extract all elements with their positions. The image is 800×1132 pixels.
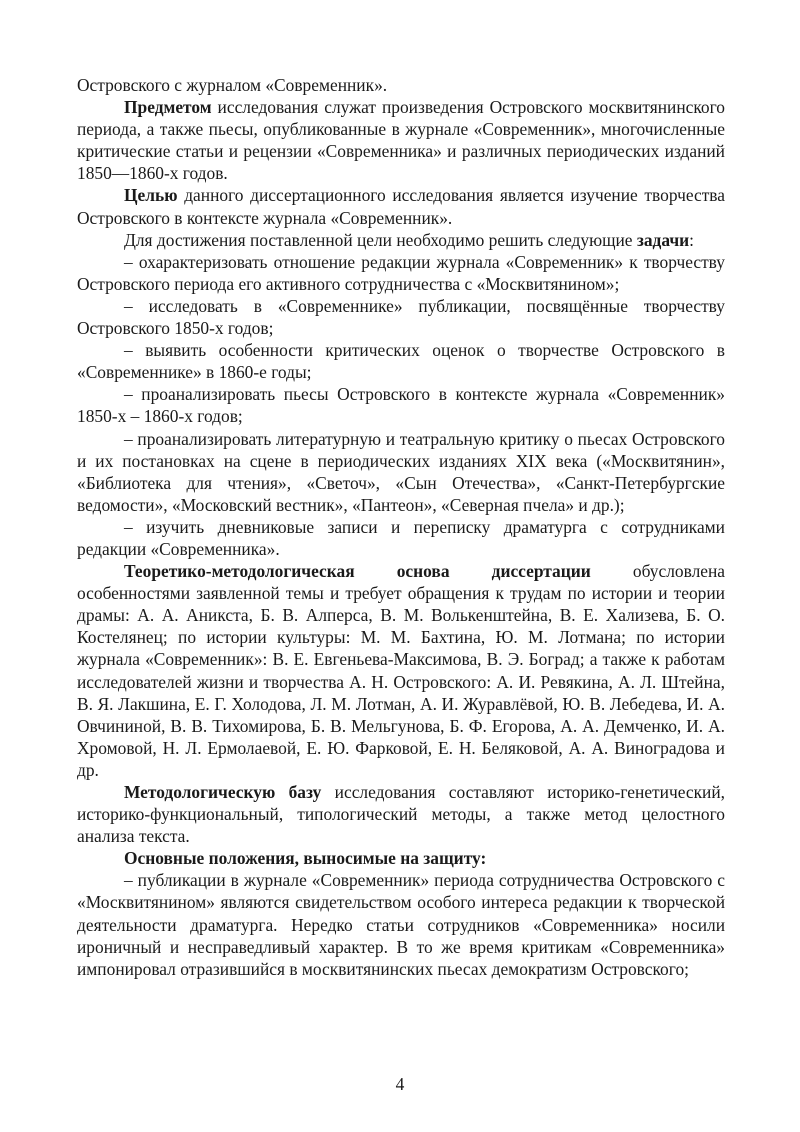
tasks-colon: :: [689, 229, 695, 250]
term-theoretical-basis: Теоретико-методологическая основа диссертации: [124, 561, 591, 582]
task-item: [77, 251, 725, 295]
term-tasks: задачи: [636, 229, 690, 250]
paragraph-text: данного диссертационного исследования является изучение творчества Островского в контексте журнала «Современник».: [77, 185, 725, 228]
paragraph-continuation: [77, 74, 725, 96]
task-item: [77, 383, 725, 427]
task-item: [77, 428, 725, 516]
paragraph-subject: [77, 96, 725, 184]
paragraph-methodology: [77, 781, 725, 847]
paragraph-text: исследования составляют историко-генетический, историко-функциональный, типологический методы, а также метод целостного анализа текста.: [77, 782, 725, 847]
term-methodology: Методологическую базу: [124, 782, 322, 802]
paragraph-defense-heading: [77, 847, 725, 869]
paragraph-text: – проанализировать пьесы Островского в контексте журнала «Современник» 1850-х – 1860-х годов;: [77, 384, 725, 427]
page-number: 4: [395, 1074, 405, 1094]
paragraph-text: – выявить особенности критических оценок о творчестве Островского в «Современнике» в 1860-е годы;: [77, 340, 725, 383]
paragraph-text: исследования служат произведения Островского москвитянинского периода, а также пьесы, опубликованные в журнале «Современник», многочисленные критические статьи и рецензии «Современника» и различных периодических изданий 1850—1860-х годов.: [77, 97, 725, 184]
paragraph-tasks-intro: [77, 229, 725, 251]
paragraph-goal: [77, 184, 725, 228]
paragraph-text: – публикации в журнале «Современник» периода сотрудничества Островского с «Москвитянином» являются свидетельством особого интереса редакции к творческой деятельности драматурга. Нередко статьи сотрудников «Современника» носили ироничный и несправедливый характер. В то же время критикам «Современника» импонировал отразившийся в москвитянинских пьесах демократизм Островского;: [77, 870, 725, 979]
term-goal: Целью: [124, 185, 178, 206]
term-defense-points: Основные положения, выносимые на защиту:: [124, 848, 487, 869]
paragraph-text: Для достижения поставленной цели необходимо решить следующие: [124, 229, 637, 250]
paragraph-theoretical-basis: [77, 560, 725, 781]
paragraph-text: Островского с журналом «Современник».: [77, 75, 388, 95]
task-item: [77, 295, 725, 339]
paragraph-text: – охарактеризовать отношение редакции журнала «Современник» к творчеству Островского периода его активного сотрудничества с «Москвитянином»;: [77, 251, 725, 294]
paragraph-text: – изучить дневниковые записи и переписку драматурга с сотрудниками редакции «Современника».: [77, 516, 725, 559]
task-item: [77, 339, 725, 383]
paragraph-text: обусловлена особенностями заявленной темы и требует обращения к трудам по истории и теории драмы: А. А. Аникста, Б. В. Алперса, В. М. Волькенштейна, В. Е. Хализева, Б. О. Костелянец; по истории культуры: М. М. Бахтина, Ю. М. Лотмана; по истории журнала «Современник»: В. Е. Евгеньева-Максимова, В. Э. Боград; а также к работам исследователей жизни и творчества А. Н. Островского: А. И. Ревякина, А. Л. Штейна, В. Я. Лакшина, Е. Г. Холодова, Л. М. Лотман, А. И. Журавлёвой, Ю. В. Лебедева, И. А. Овчининой, В. В. Тихомирова, Б. В. Мельгунова, Б. Ф. Егорова, А. А. Демченко, И. А. Хромовой, Н. Л. Ермолаевой, Е. Ю. Фарковой, Е. Н. Беляковой, А. А. Виноградова и др.: [77, 561, 725, 780]
body-text: [77, 74, 725, 980]
paragraph-text: – исследовать в «Современнике» публикации, посвящённые творчеству Островского 1850-х годов;: [77, 295, 725, 339]
defense-point-item: [77, 869, 725, 979]
paragraph-text: – проанализировать литературную и театральную критику о пьесах Островского и их постановках на сцене в периодических изданиях XIX века («Москвитянин», «Библиотека для чтения», «Светоч», «Сын Отечества», «Санкт-Петербургские ведомости», «Московский вестник», «Пантеон», «Северная пчела» и др.);: [77, 428, 725, 515]
task-item: [77, 516, 725, 560]
term-subject: Предметом: [124, 97, 212, 118]
